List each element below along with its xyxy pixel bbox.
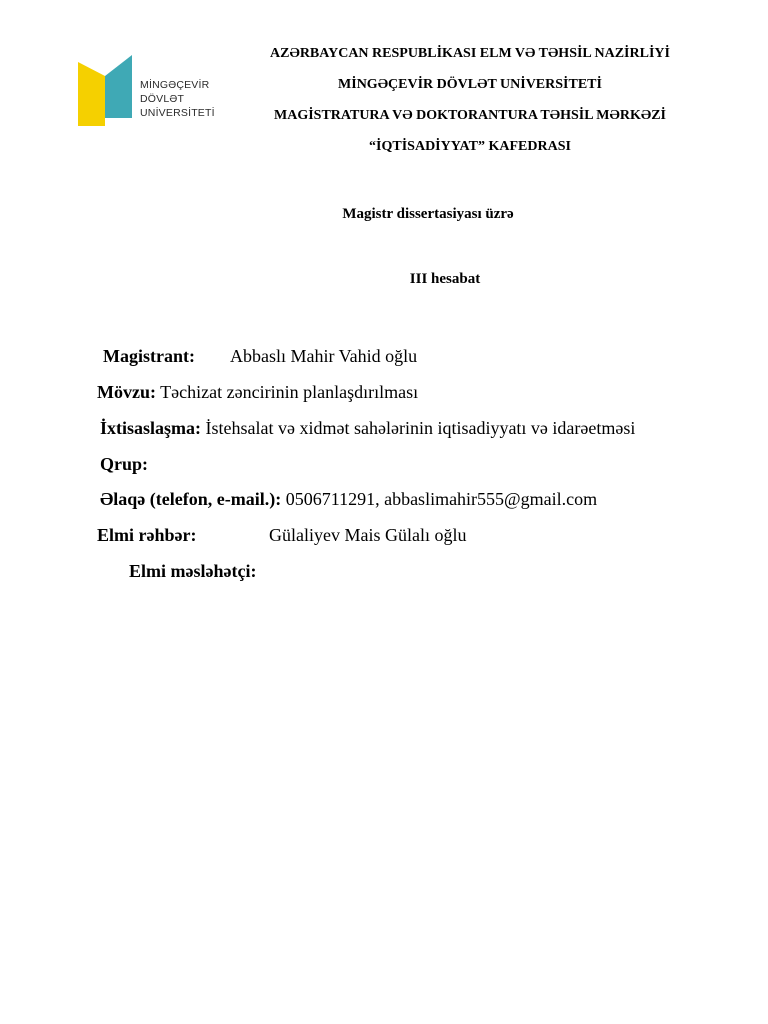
header-department: “İQTİSADİYYAT” KAFEDRASI [369,139,571,154]
field-ixtisaslasma [100,418,635,439]
magistrant-value: Abbaslı Mahir Vahid oğlu [230,346,418,366]
header-university: MİNGƏÇEVİR DÖVLƏT UNİVERSİTETİ [338,77,602,92]
ixtisaslasma-value: İstehsalat və xidmət sahələrinin iqtisadiyyatı və idarəetməsi [205,418,636,438]
magistrant-label: Magistrant: [103,346,195,366]
elmi-rehber-value: Gülaliyev Mais Gülalı oğlu [269,525,467,545]
elaqe-value: 0506711291, abbaslimahir555@gmail.com [285,489,598,509]
report-title: III hesabat [409,271,481,287]
header-center: MAGİSTRATURA VƏ DOKTORANTURA TƏHSİL MƏRKƏZİ [274,108,666,123]
elaqe-label: Əlaqə (telefon, e-mail.): [100,489,282,509]
qrup-label: Qrup: [100,454,149,474]
university-logo [78,54,218,126]
movzu-label: Mövzu: [97,382,156,402]
header-ministry: AZƏRBAYCAN RESPUBLİKASI ELM VƏ TƏHSİL NAZİRLİYİ [270,46,670,61]
field-qrup [100,454,148,475]
field-elaqe [100,489,597,510]
elmi-rehber-label: Elmi rəhbər: [97,525,197,545]
logo-wordmark [140,78,215,120]
logo-line-1: MİNGƏÇEVİR [140,79,210,91]
report-subtitle: Magistr dissertasiyası üzrə [342,206,514,222]
field-magistrant [103,346,418,367]
field-elmi-meslehetci [129,561,256,582]
logo-line-3: UNİVERSİTETİ [140,107,215,119]
logo-emblem-icon [78,54,138,126]
ixtisaslasma-label: İxtisaslaşma: [100,418,202,438]
field-movzu [97,382,418,403]
field-elmi-rehber [97,525,467,546]
logo-line-2: DÖVLƏT [140,93,185,105]
elmi-meslehetci-label: Elmi məsləhətçi: [129,561,257,581]
movzu-value: Təchizat zəncirinin planlaşdırılması [160,382,419,402]
